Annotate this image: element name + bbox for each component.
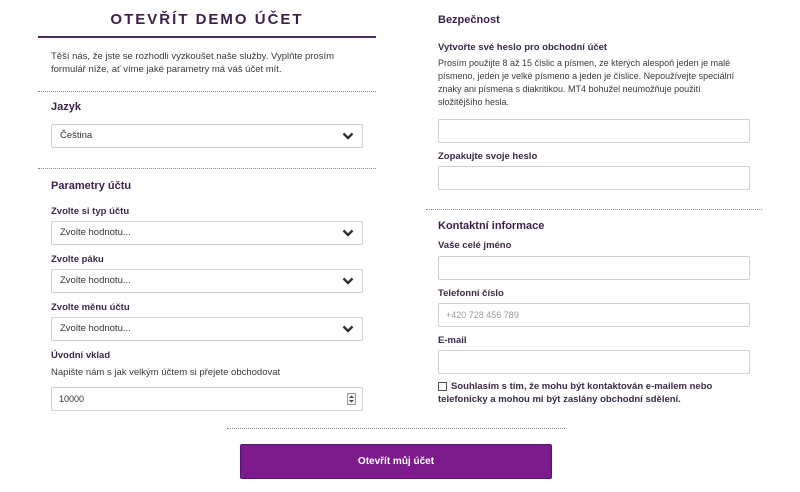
contact-heading: Kontaktní informace <box>438 220 545 232</box>
leverage-select[interactable] <box>51 269 363 293</box>
email-label: E-mail <box>438 335 467 346</box>
page-title: OTEVŘÍT DEMO ÚČET <box>38 0 376 38</box>
intro-text: Těší nás, že jste se rozhodli vyzkoušet naše služby. Vyplňte prosím formulář níže, ať víme jaké parametry má váš účet mít. <box>51 51 335 75</box>
repeat-password-label: Zopakujte svoje heslo <box>438 151 538 162</box>
deposit-note: Napište nám s jak velkým účtem si přejete obchodovat <box>51 367 281 378</box>
chevron-down-icon <box>342 131 354 141</box>
repeat-password-input[interactable] <box>438 166 750 190</box>
chevron-down-icon <box>342 276 354 286</box>
phone-input[interactable] <box>438 303 750 327</box>
account-type-value: Zvolte hodnotu... <box>60 227 131 238</box>
phone-placeholder: +420 728 456 789 <box>446 310 519 320</box>
consent-label: Souhlasím s tím, že mohu být kontaktován e-mailem nebo telefonicky a mohou mi být zaslány obchodní sdělení. <box>438 381 713 405</box>
deposit-label: Úvodní vklad <box>51 350 111 361</box>
open-account-button[interactable]: Otevřít můj účet <box>240 444 552 479</box>
name-label: Vaše celé jméno <box>438 240 512 251</box>
full-name-input[interactable] <box>438 256 750 280</box>
account-type-label: Zvolte si typ účtu <box>51 206 130 217</box>
currency-label: Zvolte měnu účtu <box>51 302 130 313</box>
spinner-icon[interactable] <box>347 393 356 405</box>
language-select[interactable] <box>51 124 363 148</box>
currency-select[interactable] <box>51 317 363 341</box>
security-heading: Bezpečnost <box>438 14 500 26</box>
leverage-label: Zvolte páku <box>51 254 104 265</box>
language-select-value: Čeština <box>60 130 93 141</box>
chevron-down-icon <box>342 228 354 238</box>
deposit-input[interactable] <box>51 387 363 411</box>
email-input[interactable] <box>438 350 750 374</box>
currency-value: Zvolte hodnotu... <box>60 323 131 334</box>
chevron-down-icon <box>342 324 354 334</box>
password-label: Vytvořte své heslo pro obchodní účet <box>438 42 608 53</box>
divider <box>426 209 762 210</box>
divider <box>38 91 376 92</box>
account-type-select[interactable] <box>51 221 363 245</box>
password-input[interactable] <box>438 119 750 143</box>
phone-label: Telefonní číslo <box>438 288 504 299</box>
divider <box>227 428 565 429</box>
language-heading: Jazyk <box>51 101 81 113</box>
divider <box>38 168 376 169</box>
left-column <box>38 0 376 93</box>
account-heading: Parametry účtu <box>51 180 132 192</box>
deposit-value: 10000 <box>59 394 85 404</box>
password-note: Prosím použijte 8 až 15 číslic a písmen, ze kterých alespoň jeden je malé písmeno, jeden je velké písmeno a jeden je číslice. Nepoužívejte speciální znaky ani písmena s diakritikou. MT4 bohužel neumožňuje použití složitějšího hesla. <box>438 58 735 107</box>
leverage-value: Zvolte hodnotu... <box>60 275 131 286</box>
